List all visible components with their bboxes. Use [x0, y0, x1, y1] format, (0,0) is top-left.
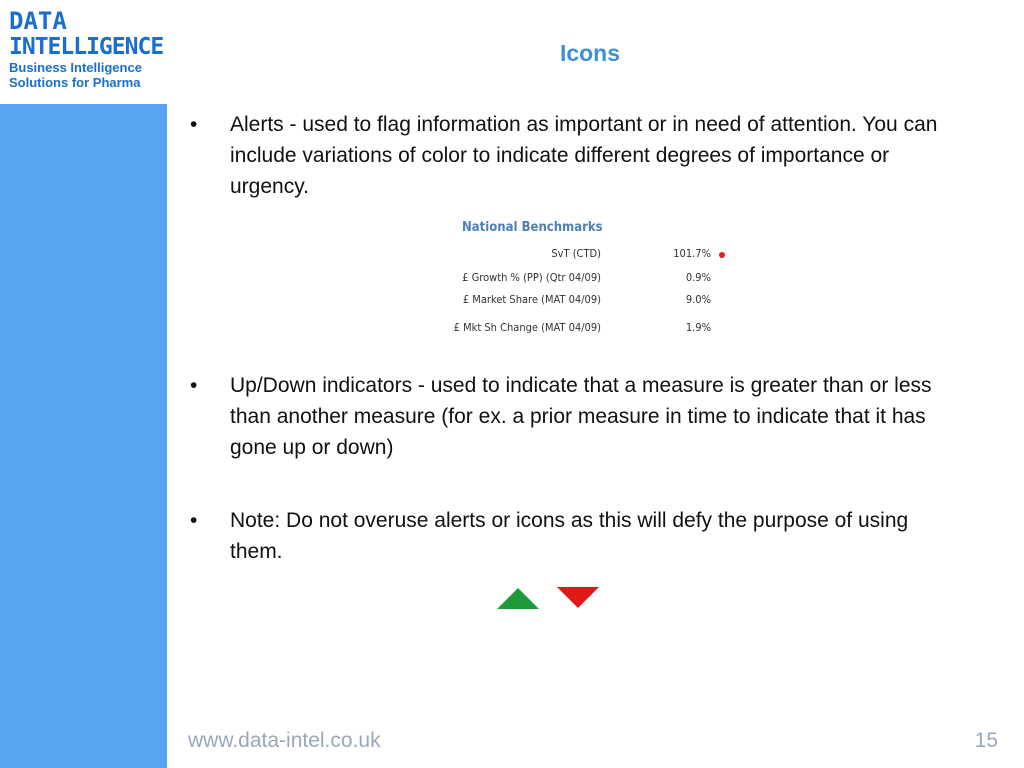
- company-logo: [9, 8, 169, 90]
- row-value: 101.7%: [673, 247, 711, 260]
- row-value: 1.9%: [685, 321, 711, 334]
- down-triangle-icon: [557, 587, 599, 608]
- bullet-marker: •: [190, 509, 198, 532]
- bullet-updown: [190, 370, 960, 463]
- table-row: [440, 271, 740, 287]
- row-label: £ Growth % (PP) (Qtr 04/09): [462, 271, 601, 284]
- logo-line-1: DATA: [9, 7, 67, 35]
- bullet-note: [190, 505, 960, 567]
- row-label: £ Mkt Sh Change (MAT 04/09): [453, 321, 601, 334]
- bullet-marker: •: [190, 113, 198, 136]
- bullet-alerts: [190, 109, 960, 202]
- row-value: 9.0%: [685, 293, 711, 306]
- table-row: [440, 247, 740, 263]
- logo-line-2: INTELLIGENCE: [9, 34, 164, 60]
- page-number: 15: [974, 729, 998, 752]
- bullet-marker: •: [190, 374, 198, 397]
- footer-website: www.data-intel.co.uk: [188, 729, 381, 752]
- sidebar-band: [0, 104, 167, 768]
- bullet-text: Alerts - used to flag information as important or in need of attention. You can include variations of color to indicate different degrees of importance or urgency.: [230, 113, 938, 198]
- slide-title: Icons: [559, 40, 621, 66]
- row-value: 0.9%: [685, 271, 711, 284]
- row-label: SvT (CTD): [551, 247, 601, 260]
- logo-subtitle-2: Solutions for Pharma: [9, 75, 141, 90]
- bullet-text: Up/Down indicators - used to indicate that a measure is greater than or less than another measure (for ex. a prior measure in time to indicate that it has gone up or down): [230, 374, 932, 459]
- benchmarks-title: National Benchmarks: [462, 220, 603, 235]
- alert-dot-icon: [719, 252, 725, 258]
- table-row: [440, 321, 740, 337]
- row-label: £ Market Share (MAT 04/09): [462, 293, 601, 306]
- bullet-text: Note: Do not overuse alerts or icons as this will defy the purpose of using them.: [230, 509, 909, 563]
- logo-subtitle-1: Business Intelligence: [9, 60, 142, 75]
- table-row: [440, 293, 740, 309]
- up-triangle-icon: [497, 588, 539, 609]
